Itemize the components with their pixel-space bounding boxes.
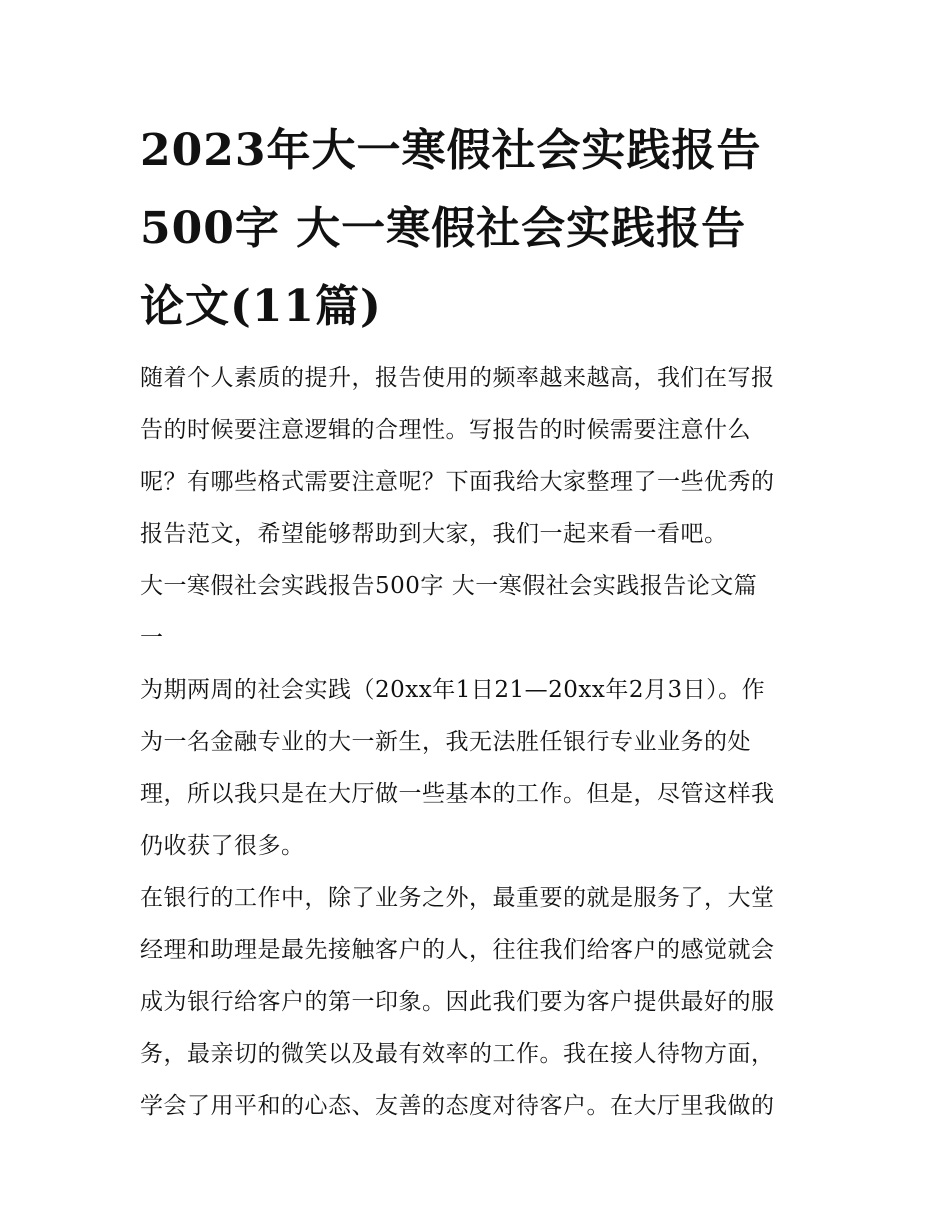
text-line: 仍收获了很多。 — [140, 833, 305, 859]
document-body — [140, 352, 820, 1132]
text-line: 成为银行给客户的第一印象。因此我们要为客户提供最好的服 — [140, 989, 775, 1015]
text-line: 报告范文，希望能够帮助到大家，我们一起来看一看吧。 — [140, 521, 728, 547]
title-line: 500字 大一寒假社会实践报告 — [140, 203, 747, 254]
body-paragraph-2 — [140, 872, 820, 1132]
text-line: 呢？有哪些格式需要注意呢？下面我给大家整理了一些优秀的 — [140, 469, 775, 495]
text-line: 在银行的工作中，除了业务之外，最重要的就是服务了，大堂 — [140, 885, 775, 911]
text-line: 务，最亲切的微笑以及最有效率的工作。我在接人待物方面， — [140, 1041, 775, 1067]
text-line: 学会了用平和的心态、友善的态度对待客户。在大厅里我做的 — [140, 1093, 775, 1119]
section-heading — [140, 560, 820, 664]
text-line: 经理和助理是最先接触客户的人，往往我们给客户的感觉就会 — [140, 937, 775, 963]
text-line: 理，所以我只是在大厅做一些基本的工作。但是，尽管这样我 — [140, 781, 775, 807]
text-line: 随着个人素质的提升，报告使用的频率越来越高，我们在写报 — [140, 365, 775, 391]
title-line: 论文(11篇) — [140, 281, 382, 332]
text-line: 为期两周的社会实践（20xx年1日21—20xx年2月3日）。作 — [140, 677, 766, 703]
title-line: 2023年大一寒假社会实践报告 — [140, 125, 762, 176]
text-line: 告的时候要注意逻辑的合理性。写报告的时候需要注意什么 — [140, 417, 751, 443]
document-title — [140, 112, 820, 346]
text-line: 一 — [140, 625, 164, 651]
body-paragraph-1 — [140, 664, 820, 872]
intro-paragraph — [140, 352, 820, 560]
text-line: 大一寒假社会实践报告500字 大一寒假社会实践报告论文篇 — [140, 573, 758, 599]
text-line: 为一名金融专业的大一新生，我无法胜任银行专业业务的处 — [140, 729, 751, 755]
